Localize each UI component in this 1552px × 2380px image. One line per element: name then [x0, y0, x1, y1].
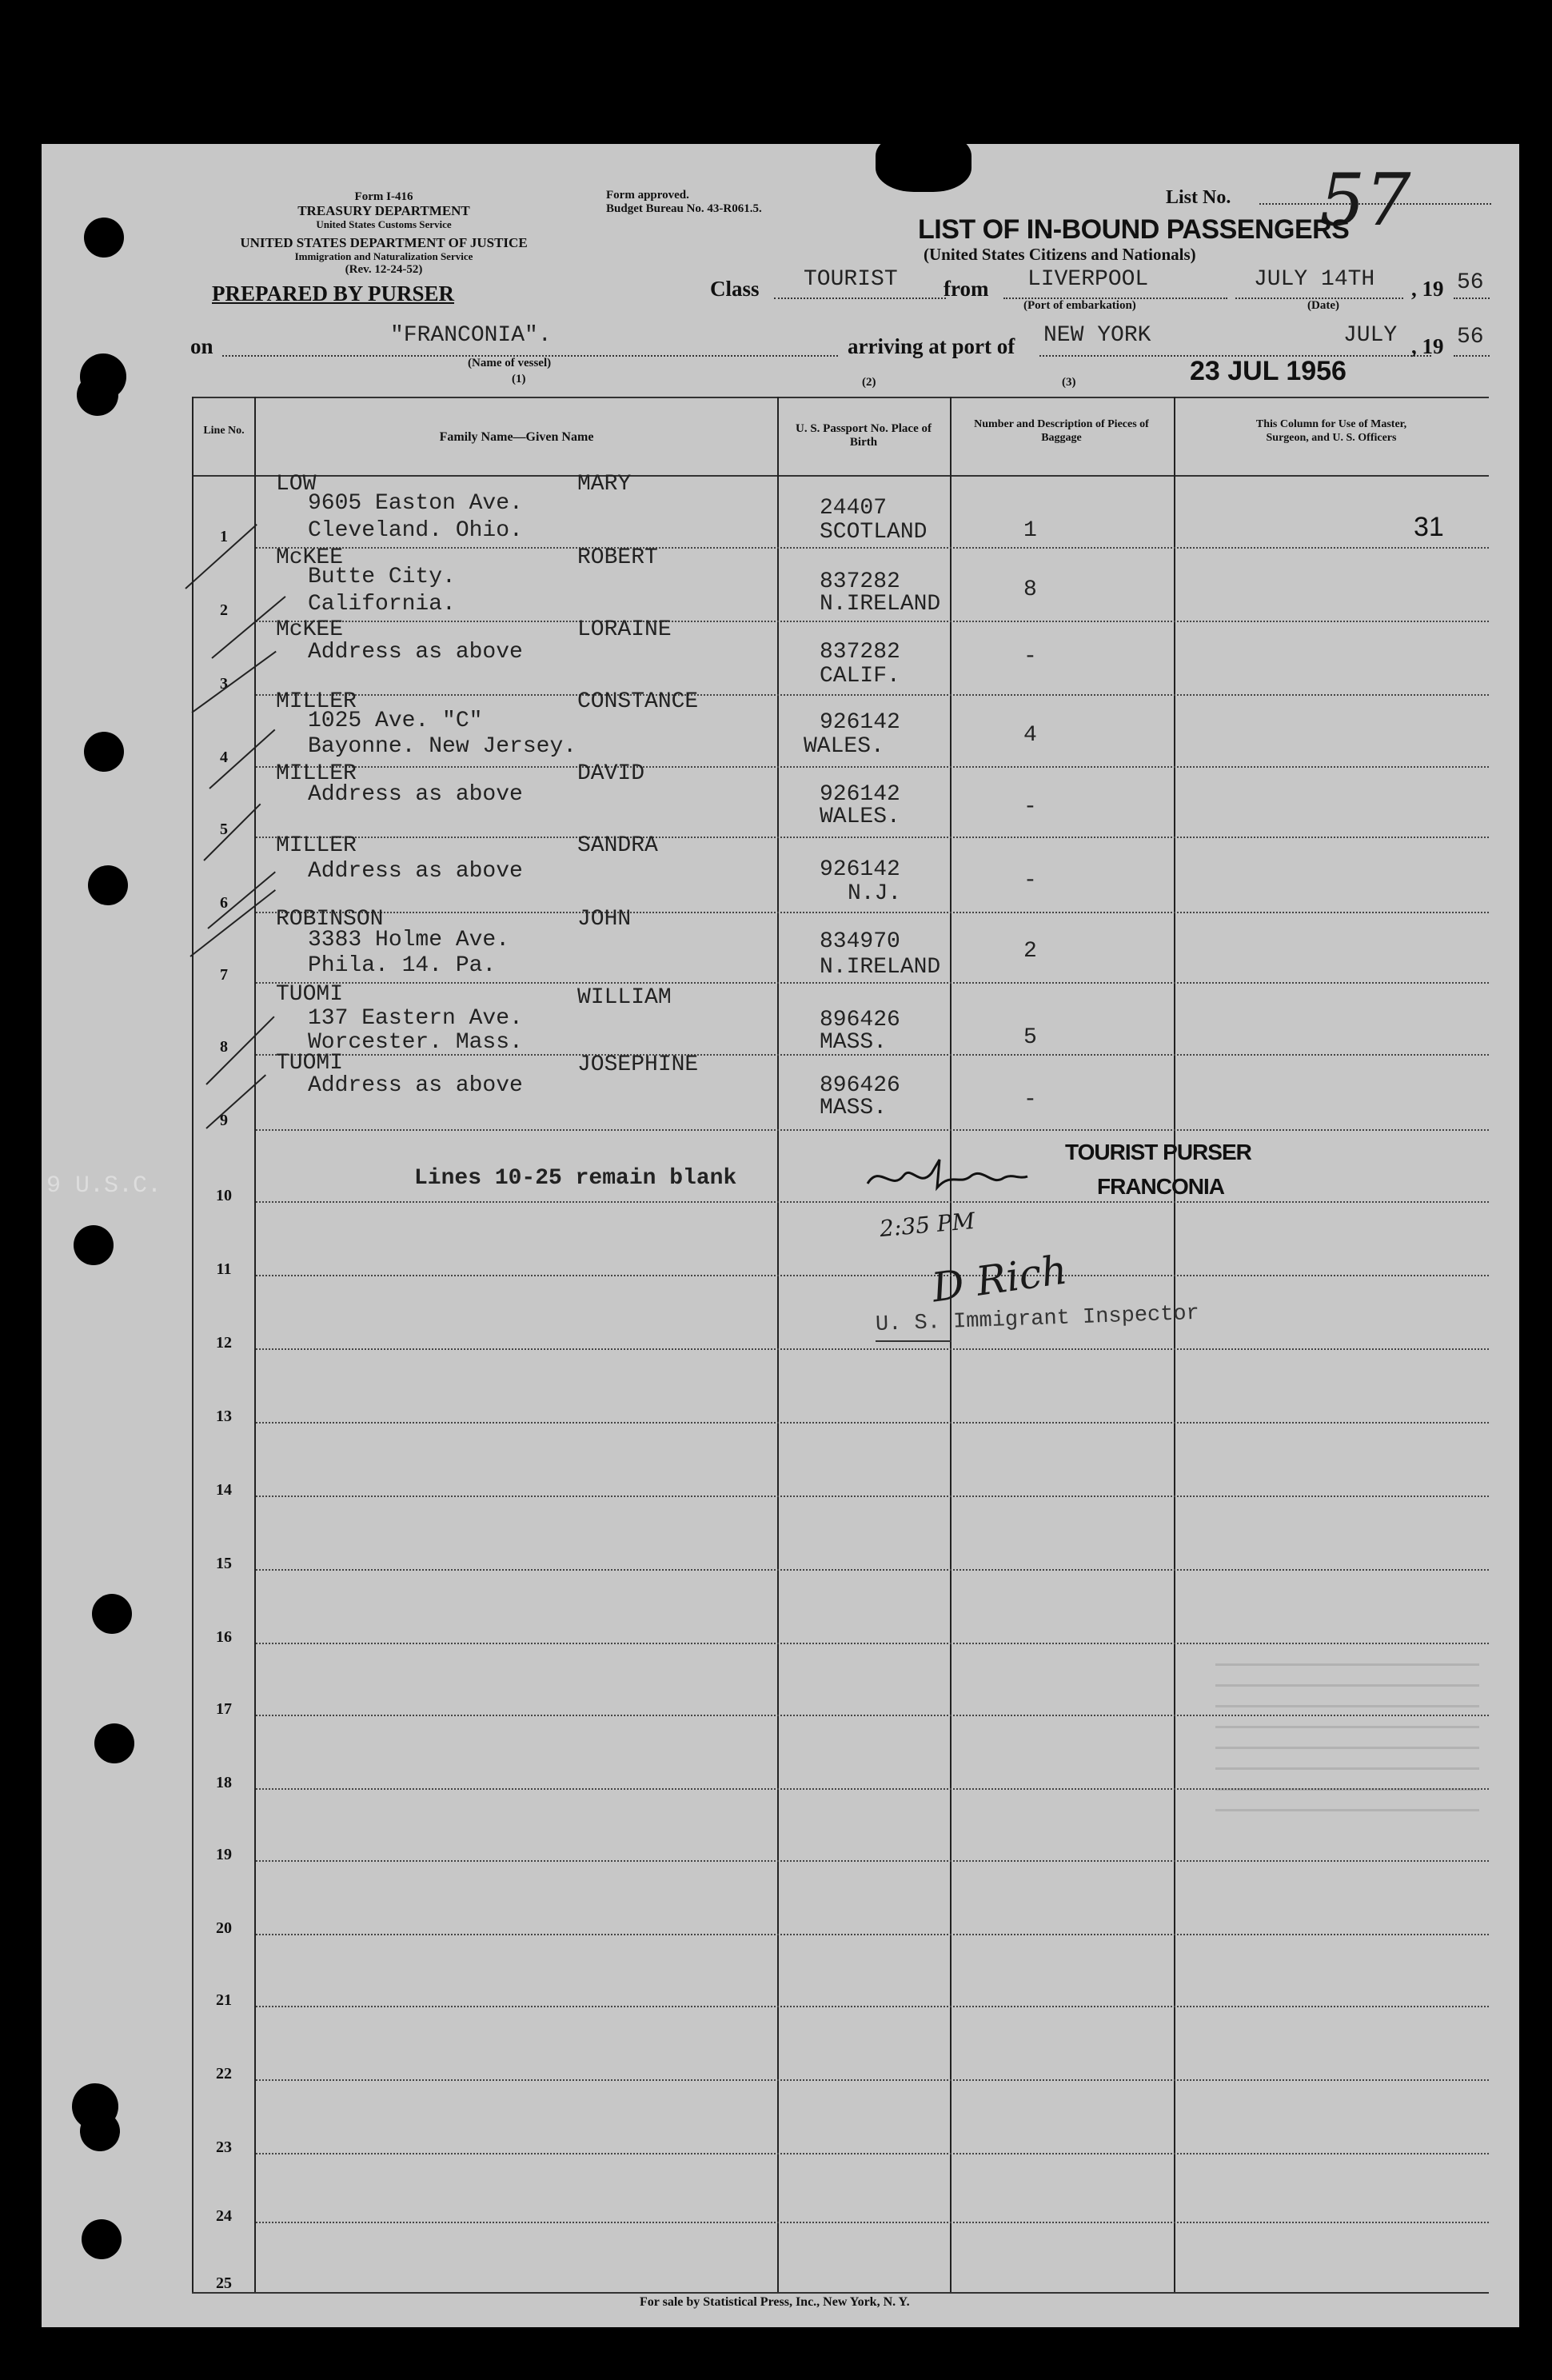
row-divider — [256, 1495, 1489, 1497]
row-divider — [256, 1348, 1489, 1350]
baggage-count: - — [1023, 1088, 1037, 1112]
address-line-2: Worcester. Mass. — [308, 1030, 523, 1055]
line-number: 17 — [216, 1700, 232, 1718]
place-of-birth: N.J. — [848, 881, 902, 906]
address-line-1: Address as above — [308, 782, 523, 807]
place-of-birth: WALES. — [804, 734, 884, 759]
inspector-title: U. S. Immigrant Inspector — [875, 1301, 1200, 1337]
family-name: McKEE — [276, 545, 344, 570]
arrival-month: JULY — [1343, 323, 1398, 348]
line-number: 23 — [216, 2138, 232, 2156]
passport-number: 896426 — [820, 1073, 900, 1098]
year-line — [1454, 298, 1490, 299]
col-divider-2 — [777, 397, 779, 2292]
arrival-year: 56 — [1457, 325, 1484, 349]
arrival-year-prefix: , 19 — [1411, 334, 1444, 358]
line-number: 4 — [220, 749, 228, 766]
line-number: 1 — [220, 528, 228, 545]
place-of-birth: WALES. — [820, 805, 900, 829]
line-number: 18 — [216, 1774, 232, 1791]
header-officers: This Column for Use of Master, Surgeon, and U. S. Officers — [1255, 418, 1407, 444]
class-line — [774, 298, 946, 299]
punch-hole — [82, 2219, 122, 2259]
family-name: LOW — [276, 472, 317, 497]
header-name: Family Name—Given Name — [439, 430, 594, 444]
arrival-date-stamp: 23 JUL 1956 — [1190, 356, 1347, 386]
from-label: from — [944, 277, 989, 301]
address-line-1: Address as above — [308, 640, 523, 665]
line-number: 13 — [216, 1408, 232, 1425]
list-no-value: 57 — [1319, 158, 1411, 242]
list-no-label: List No. — [1166, 187, 1231, 208]
punch-hole — [74, 1225, 114, 1265]
baggage-count: 2 — [1023, 939, 1037, 964]
row-divider — [256, 1129, 1489, 1131]
passport-number: 837282 — [820, 640, 900, 665]
col-ref-2: (2) — [862, 376, 876, 389]
col-divider-3 — [950, 397, 952, 2292]
given-name: DAVID — [577, 761, 645, 786]
punch-hole — [94, 1723, 134, 1763]
given-name: LORAINE — [577, 617, 672, 642]
punch-hole — [77, 374, 118, 416]
family-name: ROBINSON — [276, 907, 384, 932]
row-divider — [256, 1275, 1489, 1276]
given-name: MARY — [577, 472, 632, 497]
vessel-name: "FRANCONIA". — [390, 323, 552, 348]
row-divider — [256, 2222, 1489, 2223]
place-of-birth: MASS. — [820, 1030, 888, 1055]
row-divider — [256, 2079, 1489, 2081]
row-divider — [256, 982, 1489, 984]
passport-number: 926142 — [820, 710, 900, 735]
class-value: TOURIST — [804, 267, 898, 292]
form-approved: Form approved. Budget Bureau No. 43-R061.5. — [606, 189, 762, 215]
line-number: 2 — [220, 601, 228, 619]
line-number: 10 — [216, 1187, 232, 1204]
col-divider-4 — [1174, 397, 1175, 2292]
line-number: 20 — [216, 1919, 232, 1937]
given-name: WILLIAM — [577, 985, 672, 1010]
officer-note: 31 — [1414, 512, 1444, 542]
col-ref-3: (3) — [1062, 376, 1076, 389]
vessel-caption: (Name of vessel) — [468, 357, 552, 369]
row-divider — [256, 1934, 1489, 1935]
passport-number: 896426 — [820, 1008, 900, 1032]
inspector-signature-line — [876, 1340, 952, 1342]
address-line-1: 1025 Ave. "C" — [308, 709, 483, 733]
place-of-birth: N.IRELAND — [820, 955, 941, 980]
baggage-count: 1 — [1023, 518, 1037, 543]
punch-hole — [88, 865, 128, 905]
address-line-2: Bayonne. New Jersey. — [308, 734, 577, 759]
col-ref-1: (1) — [512, 373, 526, 385]
purser-stamp: TOURIST PURSER — [1065, 1140, 1251, 1164]
address-line-1: Butte City. — [308, 565, 456, 589]
header-baggage: Number and Description of Pieces of Baggage — [974, 418, 1149, 444]
row-divider — [256, 1422, 1489, 1424]
line-number: 7 — [220, 966, 228, 984]
year-prefix: , 19 — [1411, 277, 1444, 301]
port-of-embarkation: LIVERPOOL — [1027, 267, 1149, 292]
row-divider — [256, 694, 1489, 696]
baggage-count: - — [1023, 645, 1037, 669]
address-line-1: 137 Eastern Ave. — [308, 1006, 523, 1031]
line-number: 12 — [216, 1334, 232, 1352]
arrival-port: NEW YORK — [1043, 323, 1151, 348]
baggage-count: 8 — [1023, 577, 1037, 602]
punch-hole — [84, 218, 124, 258]
line-number: 24 — [216, 2207, 232, 2225]
line-number: 25 — [216, 2274, 232, 2292]
address-line-2: Phila. 14. Pa. — [308, 953, 497, 978]
table-bottom-border — [192, 2292, 1489, 2294]
embark-caption: (Port of embarkation) — [1023, 299, 1136, 312]
arrival-year-line — [1454, 355, 1490, 357]
given-name: ROBERT — [577, 545, 658, 570]
family-name: TUOMI — [276, 982, 344, 1007]
address-line-1: Address as above — [308, 859, 523, 884]
departure-date: JULY 14TH — [1254, 267, 1375, 292]
line-number: 19 — [216, 1846, 232, 1863]
blank-lines-note: Lines 10-25 remain blank — [414, 1166, 737, 1191]
arriving-label: arriving at port of — [848, 334, 1015, 358]
place-of-birth: N.IRELAND — [820, 592, 941, 617]
row-divider — [256, 621, 1489, 622]
table-header-border — [192, 475, 1489, 477]
margin-note: 9 U.S.C. — [46, 1172, 162, 1200]
punch-hole — [84, 732, 124, 772]
address-line-2: Cleveland. Ohio. — [308, 518, 523, 543]
on-label: on — [190, 334, 213, 358]
line-number: 5 — [220, 821, 228, 838]
inspector-signature: D Rich — [928, 1246, 1071, 1312]
footer-printer: For sale by Statistical Press, Inc., New York, N. Y. — [640, 2295, 910, 2309]
baggage-count: 4 — [1023, 723, 1037, 748]
prepared-by-purser: PREPARED BY PURSER — [212, 282, 455, 305]
address-line-1: Address as above — [308, 1073, 523, 1098]
time-note: 2:35 PM — [878, 1207, 976, 1243]
header-line-no: Line No. — [203, 425, 245, 437]
row-divider — [256, 1201, 1489, 1203]
line-number: 11 — [216, 1260, 232, 1278]
place-of-birth: MASS. — [820, 1096, 888, 1120]
address-line-1: 3383 Holme Ave. — [308, 928, 510, 952]
line-number: 3 — [220, 675, 228, 693]
given-name: JOSEPHINE — [577, 1052, 699, 1077]
family-name: MILLER — [276, 761, 357, 786]
row-divider — [256, 2006, 1489, 2007]
baggage-count: - — [1023, 795, 1037, 820]
passport-number: 926142 — [820, 857, 900, 882]
row-divider — [256, 1643, 1489, 1644]
departure-year: 56 — [1457, 270, 1484, 295]
bleed-through — [1215, 1663, 1479, 1823]
address-line-2: California. — [308, 592, 456, 617]
row-divider — [256, 1860, 1489, 1862]
passport-number: 837282 — [820, 569, 900, 594]
row-divider — [256, 766, 1489, 768]
family-name: TUOMI — [276, 1051, 344, 1076]
baggage-count: - — [1023, 869, 1037, 893]
purser-stamp-vessel: FRANCONIA — [1097, 1174, 1224, 1199]
passport-number: 24407 — [820, 496, 888, 521]
line-number: 15 — [216, 1555, 232, 1572]
row-divider — [256, 1569, 1489, 1571]
family-name: MILLER — [276, 833, 357, 858]
row-divider — [256, 2153, 1489, 2154]
line-number: 8 — [220, 1038, 228, 1056]
family-name: MILLER — [276, 689, 357, 714]
row-divider — [256, 912, 1489, 913]
line-number: 16 — [216, 1628, 232, 1646]
purser-signature — [864, 1156, 1031, 1196]
form-sheet — [42, 144, 1519, 2327]
place-of-birth: SCOTLAND — [820, 520, 928, 545]
given-name: SANDRA — [577, 833, 658, 858]
row-divider — [256, 1054, 1489, 1056]
punch-hole — [92, 1594, 132, 1634]
line-number: 14 — [216, 1481, 232, 1499]
passport-number: 926142 — [820, 782, 900, 807]
line-number: 21 — [216, 1991, 232, 2009]
torn-edge — [876, 132, 971, 192]
date-caption: (Date) — [1307, 299, 1339, 312]
header-passport: U. S. Passport No. Place of Birth — [796, 422, 932, 449]
address-line-1: 9605 Easton Ave. — [308, 491, 523, 516]
family-name: McKEE — [276, 617, 344, 642]
form-subtitle: (United States Citizens and Nationals) — [924, 245, 1196, 264]
place-of-birth: CALIF. — [820, 664, 900, 689]
line-number: 9 — [220, 1112, 228, 1129]
form-number: Form I-416 TREASURY DEPARTMENT United States Customs Service UNITED STATES DEPARTMENT OF JUSTICE Immigration and Naturalization Service (Rev. 12-24-52) — [240, 190, 528, 276]
punch-hole — [80, 2111, 120, 2151]
class-label: Class — [710, 277, 760, 301]
row-divider — [256, 547, 1489, 549]
given-name: CONSTANCE — [577, 689, 699, 714]
given-name: JOHN — [577, 907, 632, 932]
line-number: 22 — [216, 2065, 232, 2082]
passport-number: 834970 — [820, 929, 900, 954]
row-divider — [256, 837, 1489, 838]
line-number: 6 — [220, 894, 228, 912]
baggage-count: 5 — [1023, 1025, 1037, 1050]
table-top-border — [192, 397, 1489, 398]
form-title: LIST OF IN-BOUND PASSENGERS — [918, 214, 1350, 245]
